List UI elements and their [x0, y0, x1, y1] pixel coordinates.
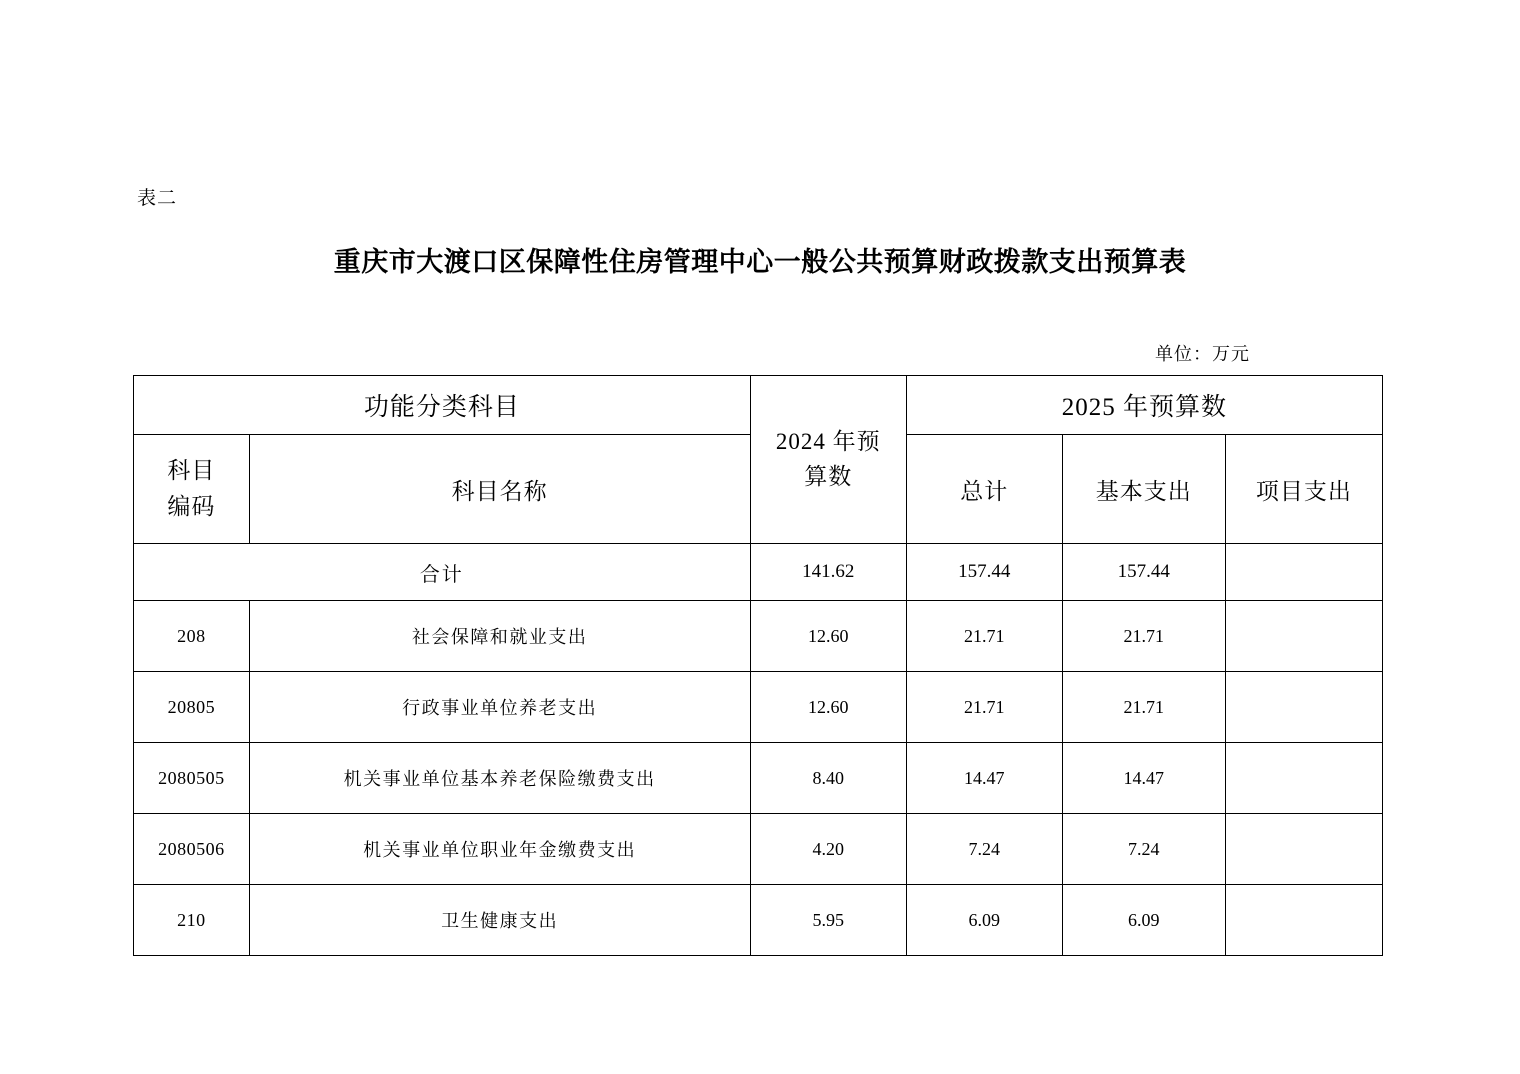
- page-title: 重庆市大渡口区保障性住房管理中心一般公共预算财政拨款支出预算表: [333, 247, 1187, 277]
- row-name: 卫生健康支出: [249, 885, 750, 956]
- row-2024: 12.60: [750, 601, 906, 672]
- row-2025-basic: 21.71: [1062, 672, 1225, 743]
- row-code: 2080506: [134, 814, 250, 885]
- row-2024: 5.95: [750, 885, 906, 956]
- total-2024: 141.62: [750, 544, 906, 601]
- header-2024-budget: [750, 376, 906, 544]
- row-2025-basic: 21.71: [1062, 601, 1225, 672]
- header-project-expenditure: 项目支出: [1225, 435, 1382, 544]
- row-2024: 12.60: [750, 672, 906, 743]
- row-code: 2080505: [134, 743, 250, 814]
- header-basic-expenditure: 基本支出: [1062, 435, 1225, 544]
- row-2025-total: 21.71: [906, 601, 1062, 672]
- header-2025-group: 2025 年预算数: [906, 376, 1382, 435]
- unit-note: 单位：万元: [1155, 344, 1250, 364]
- row-code: 210: [134, 885, 250, 956]
- header-subject-name: 科目名称: [249, 435, 750, 544]
- row-name: 社会保障和就业支出: [249, 601, 750, 672]
- total-2025-basic: 157.44: [1062, 544, 1225, 601]
- row-2025-total: 14.47: [906, 743, 1062, 814]
- row-2024: 8.40: [750, 743, 906, 814]
- total-2025-project: [1225, 544, 1382, 601]
- header-subject-code: [134, 435, 250, 544]
- row-name: 机关事业单位职业年金缴费支出: [249, 814, 750, 885]
- row-2025-total: 7.24: [906, 814, 1062, 885]
- table-label: 表二: [137, 188, 178, 209]
- row-2025-basic: 7.24: [1062, 814, 1225, 885]
- budget-table: [133, 375, 1383, 956]
- budget-table-container: [133, 375, 1383, 956]
- header-total: 总计: [906, 435, 1062, 544]
- header-subject-code-line1: 科目: [167, 458, 216, 484]
- row-2025-project: [1225, 885, 1382, 956]
- table-row: [134, 601, 1383, 672]
- row-2025-project: [1225, 601, 1382, 672]
- row-2025-project: [1225, 672, 1382, 743]
- table-row: [134, 743, 1383, 814]
- table-row: [134, 814, 1383, 885]
- row-2025-basic: 14.47: [1062, 743, 1225, 814]
- row-name: 行政事业单位养老支出: [249, 672, 750, 743]
- row-2025-project: [1225, 743, 1382, 814]
- header-2024-line2: 算数: [804, 463, 853, 489]
- row-2025-total: 6.09: [906, 885, 1062, 956]
- row-code: 208: [134, 601, 250, 672]
- header-2024-line1: 2024 年预: [775, 429, 881, 454]
- table-row-total: [134, 544, 1383, 601]
- header-function-group: 功能分类科目: [134, 376, 751, 435]
- row-2024: 4.20: [750, 814, 906, 885]
- table-row: [134, 885, 1383, 956]
- row-name: 机关事业单位基本养老保险缴费支出: [249, 743, 750, 814]
- total-label: 合计: [134, 544, 751, 601]
- table-body: [134, 544, 1383, 956]
- row-code: 20805: [134, 672, 250, 743]
- row-2025-total: 21.71: [906, 672, 1062, 743]
- row-2025-basic: 6.09: [1062, 885, 1225, 956]
- table-row: [134, 672, 1383, 743]
- total-2025-total: 157.44: [906, 544, 1062, 601]
- table-header: [134, 376, 1383, 544]
- row-2025-project: [1225, 814, 1382, 885]
- header-subject-code-line2: 编码: [167, 494, 216, 519]
